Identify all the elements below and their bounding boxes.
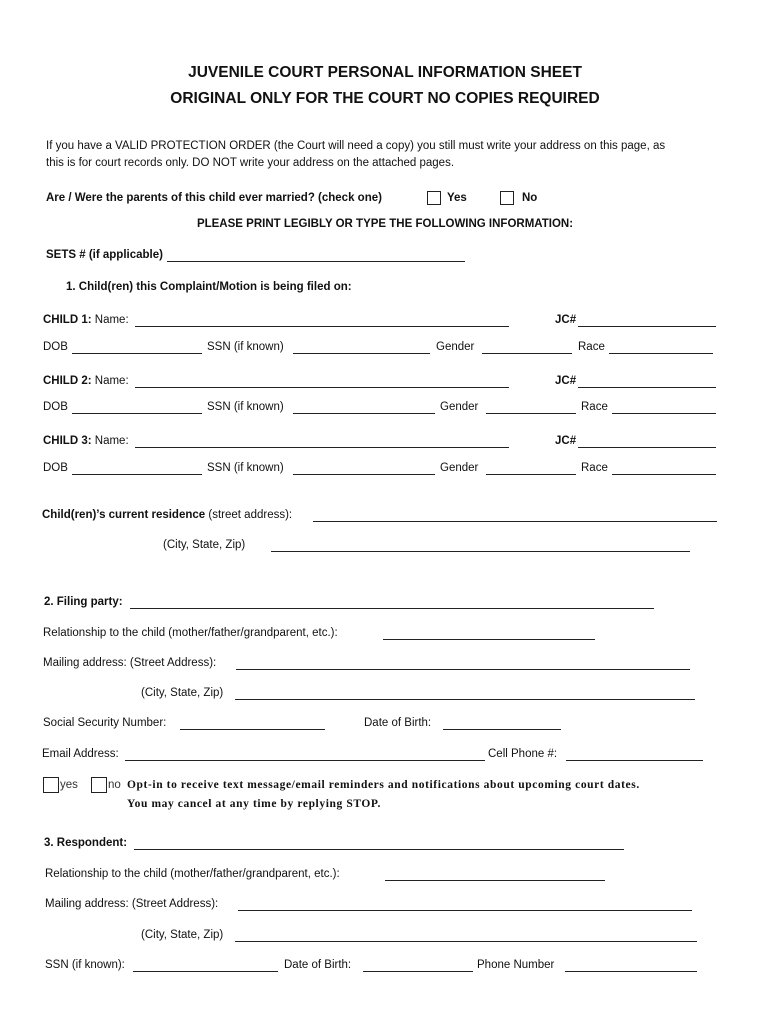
filing-city-field[interactable] (235, 689, 695, 700)
child-label: CHILD 2: (43, 375, 92, 387)
child1-dob-field[interactable] (72, 343, 202, 354)
filing-ssn-label: Social Security Number: (43, 717, 167, 729)
filing-cell-field[interactable] (566, 750, 703, 761)
married-yes-checkbox[interactable] (427, 191, 441, 205)
child1-gender-field[interactable] (482, 343, 572, 354)
sets-field[interactable] (167, 251, 465, 262)
print-instruction: PLEASE PRINT LEGIBLY OR TYPE THE FOLLOWING INFORMATION: (196, 218, 574, 230)
child1-ssn-field[interactable] (293, 343, 430, 354)
residence-city-field[interactable] (271, 541, 690, 552)
child1-name-field[interactable] (135, 316, 509, 327)
filing-mailing-label: Mailing address: (Street Address): (43, 657, 217, 669)
respondent-dob-label: Date of Birth: (284, 959, 352, 971)
married-no-checkbox[interactable] (500, 191, 514, 205)
respondent-phone-label: Phone Number (477, 959, 555, 971)
child2-ssn-label: SSN (if known) (207, 401, 284, 413)
married-question: Are / Were the parents of this child ever married? (check one) (46, 192, 382, 204)
child2-race-label: Race (581, 401, 608, 413)
filing-mailing-field[interactable] (236, 659, 690, 670)
child-label: CHILD 1: (43, 314, 92, 326)
section2-heading: 2. Filing party: (44, 596, 123, 608)
section3-heading: 3. Respondent: (44, 837, 128, 849)
filing-city-label: (City, State, Zip) (141, 687, 224, 699)
respondent-ssn-field[interactable] (133, 961, 278, 972)
child3-race-field[interactable] (612, 464, 716, 475)
child2-dob-field[interactable] (72, 403, 202, 414)
respondent-field[interactable] (134, 839, 624, 850)
child3-name-field[interactable] (135, 437, 509, 448)
respondent-ssn-label: SSN (if known): (45, 959, 125, 971)
child2-jc-label: JC# (555, 375, 577, 387)
optin-no-label: no (108, 779, 121, 791)
optin-no-checkbox[interactable] (91, 777, 107, 793)
filing-relationship-field[interactable] (383, 629, 595, 640)
married-yes-label: Yes (447, 192, 467, 204)
child2-row (43, 375, 129, 387)
child3-row (43, 435, 129, 447)
child1-race-field[interactable] (609, 343, 713, 354)
child1-gender-label: Gender (436, 341, 475, 353)
child-name-label: Name: (94, 375, 129, 387)
optin-yes-checkbox[interactable] (43, 777, 59, 793)
form-subtitle: ORIGINAL ONLY FOR THE COURT NO COPIES REQUIRED (170, 90, 600, 107)
form-title: JUVENILE COURT PERSONAL INFORMATION SHEET (188, 64, 582, 81)
respondent-relationship-field[interactable] (385, 870, 605, 881)
child1-dob-label: DOB (43, 341, 68, 353)
child2-jc-field[interactable] (578, 377, 716, 388)
child2-gender-field[interactable] (486, 403, 576, 414)
respondent-city-label: (City, State, Zip) (141, 929, 224, 941)
filing-ssn-field[interactable] (180, 719, 325, 730)
child1-jc-field[interactable] (578, 316, 716, 327)
optin-text-line-2: You may cancel at any time by replying STOP. (127, 798, 381, 810)
filing-email-field[interactable] (125, 750, 485, 761)
filing-dob-field[interactable] (443, 719, 561, 730)
respondent-mailing-label: Mailing address: (Street Address): (45, 898, 219, 910)
residence-row (42, 509, 292, 521)
respondent-mailing-field[interactable] (238, 900, 692, 911)
married-no-label: No (522, 192, 538, 204)
residence-label: Child(ren)’s current residence (42, 509, 206, 521)
child3-gender-label: Gender (440, 462, 479, 474)
residence-city-label: (City, State, Zip) (163, 539, 246, 551)
residence-street-field[interactable] (313, 511, 717, 522)
child3-race-label: Race (581, 462, 608, 474)
child1-jc-label: JC# (555, 314, 577, 326)
child2-dob-label: DOB (43, 401, 68, 413)
filing-cell-label: Cell Phone #: (488, 748, 558, 760)
child3-dob-field[interactable] (72, 464, 202, 475)
child-name-label: Name: (94, 314, 129, 326)
respondent-relationship-label: Relationship to the child (mother/father/grandparent, etc.): (45, 868, 340, 880)
child2-name-field[interactable] (135, 377, 509, 388)
section1-heading: 1. Child(ren) this Complaint/Motion is being filed on: (66, 281, 352, 293)
child3-gender-field[interactable] (486, 464, 576, 475)
child-name-label: Name: (94, 435, 129, 447)
child3-dob-label: DOB (43, 462, 68, 474)
intro-line-2: this is for court records only. DO NOT write your address on the attached pages. (46, 157, 455, 169)
child2-gender-label: Gender (440, 401, 479, 413)
respondent-dob-field[interactable] (363, 961, 473, 972)
residence-sub-label: (street address): (208, 509, 293, 521)
child3-jc-label: JC# (555, 435, 577, 447)
child2-race-field[interactable] (612, 403, 716, 414)
respondent-phone-field[interactable] (565, 961, 697, 972)
child2-ssn-field[interactable] (293, 403, 435, 414)
respondent-city-field[interactable] (235, 931, 697, 942)
child1-race-label: Race (578, 341, 605, 353)
child3-ssn-label: SSN (if known) (207, 462, 284, 474)
child3-ssn-field[interactable] (293, 464, 435, 475)
intro-line-1: If you have a VALID PROTECTION ORDER (the Court will need a copy) you still must write your address on this page, as (46, 140, 666, 152)
filing-email-label: Email Address: (42, 748, 119, 760)
child3-jc-field[interactable] (578, 437, 716, 448)
filing-relationship-label: Relationship to the child (mother/father/grandparent, etc.): (43, 627, 338, 639)
child-label: CHILD 3: (43, 435, 92, 447)
optin-yes-label: yes (60, 779, 78, 791)
sets-label: SETS # (if applicable) (46, 249, 163, 261)
child1-row (43, 314, 129, 326)
child1-ssn-label: SSN (if known) (207, 341, 284, 353)
filing-dob-label: Date of Birth: (364, 717, 432, 729)
filing-party-field[interactable] (130, 598, 654, 609)
optin-text-line-1: Opt-in to receive text message/email reminders and notifications about upcoming court dates. (127, 779, 640, 791)
